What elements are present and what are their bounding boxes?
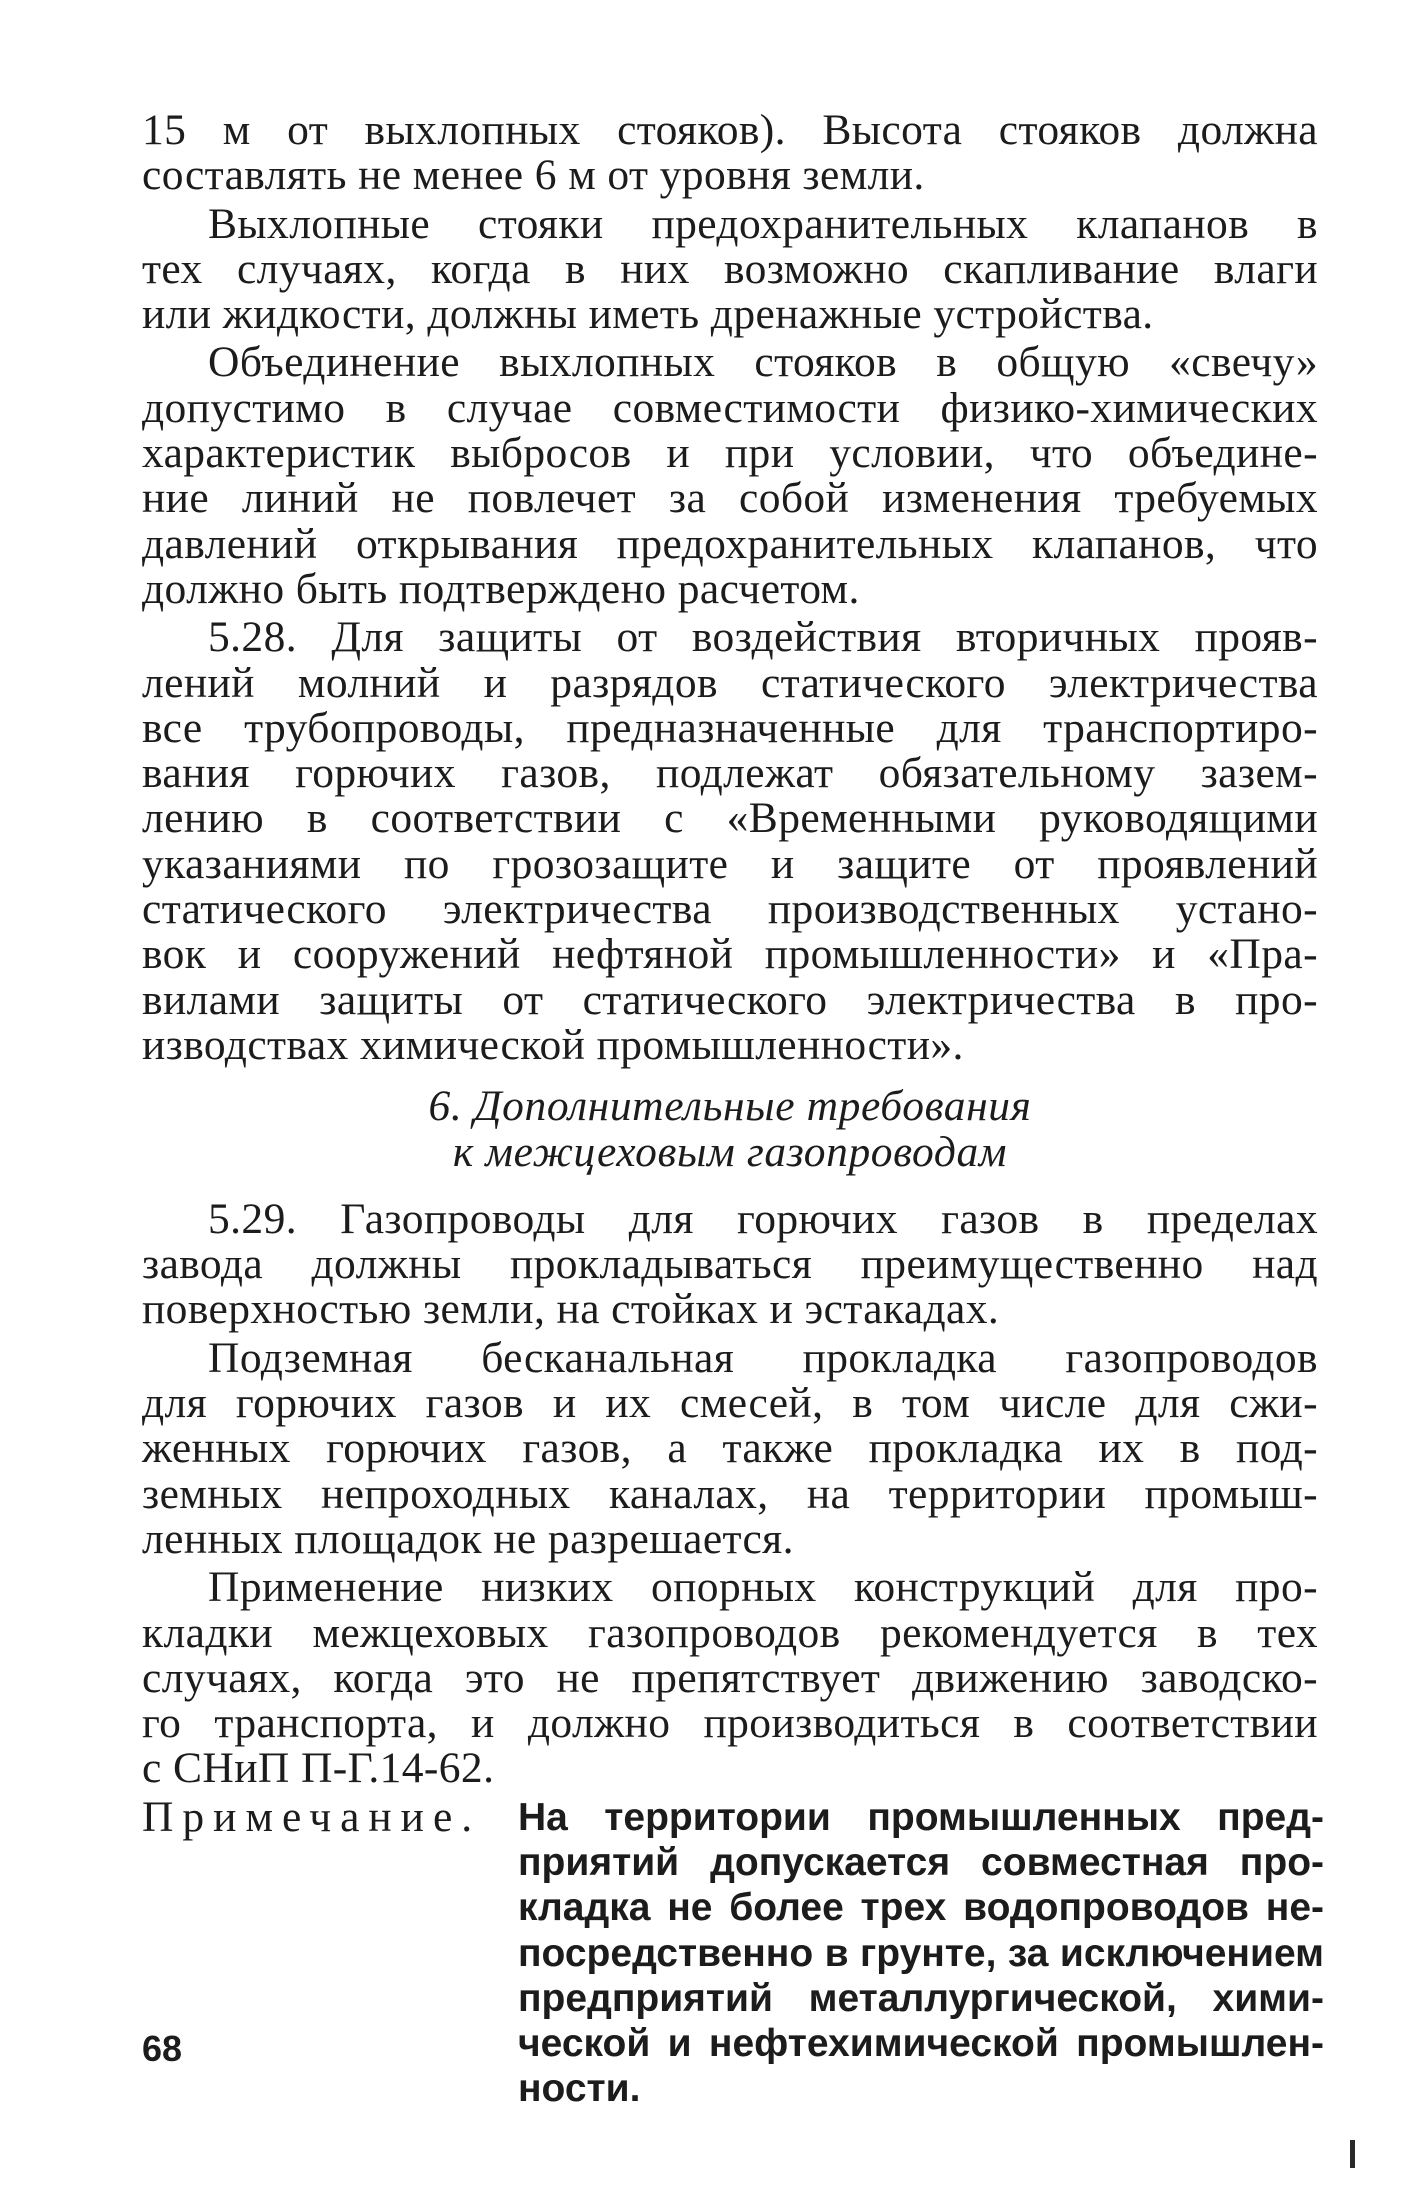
text-line: с СНиП П-Г.14-62. [142, 1744, 495, 1793]
text-line: все трубопроводы, предназначенные для транспортиро- [142, 703, 1318, 752]
note-line: предприятий металлургической, хими- [518, 1976, 1324, 2020]
text-line: характеристик выбросов и при условии, что объедине- [142, 429, 1318, 478]
note-line: приятий допускается совместная про- [518, 1840, 1324, 1884]
paragraph [142, 1194, 1318, 1334]
text-line: или жидкости, должны иметь дренажные устройства. [142, 290, 1154, 339]
section-heading-line-2: к межцеховым газопроводам [452, 1127, 1008, 1176]
text-line: 5.28. Для защиты от воздействия вторичных прояв- [208, 613, 1318, 662]
text-line: должно быть подтверждено расчетом. [142, 564, 860, 613]
text-line: земных непроходных каналах, на территории промыш- [142, 1469, 1318, 1518]
text-line: статического электричества производственных устано- [142, 885, 1318, 934]
text-line: изводствах химической промышленности». [142, 1020, 964, 1069]
text-line: го транспорта, и должно производиться в соответствии [142, 1699, 1318, 1748]
text-line: лению в соответствии с «Временными руководящими [142, 794, 1318, 843]
paragraph [142, 1565, 1318, 1791]
text-line: женных горючих газов, а также прокладка их в под- [142, 1424, 1318, 1473]
paragraph [142, 108, 1318, 199]
section-heading [142, 1084, 1318, 1175]
note-label: Примечание. [142, 1792, 482, 1841]
paragraph [142, 615, 1318, 1068]
text-line: поверхностью земли, на стойках и эстакадах. [142, 1285, 1000, 1334]
text-line: вок и сооружений нефтяной промышленности» и «Пра- [142, 930, 1318, 979]
text-line: 15 м от выхлопных стояков). Высота стояков должна [142, 106, 1318, 154]
scan-edge-mark [1350, 2140, 1355, 2168]
note-block [142, 1792, 1324, 2112]
text-line: лений молний и разрядов статического электричества [142, 658, 1318, 707]
text-line: вилами защиты от статического электричества в про- [142, 975, 1318, 1024]
text-line: для горючих газов и их смесей, в том числе для сжи- [142, 1379, 1318, 1428]
paragraph [142, 1333, 1318, 1563]
note-line: ческой и нефтехимической промышлен- [518, 2022, 1324, 2066]
text-line: ние линий не повлечет за собой изменения требуемых [142, 474, 1318, 523]
text-line: Объединение выхлопных стояков в общую «свечу» [208, 338, 1318, 387]
note-line: кладка не более трех водопроводов не- [518, 1886, 1324, 1930]
note-line: На территории промышленных пред- [518, 1795, 1324, 1839]
text-line: Выхлопные стояки предохранительных клапанов в [208, 199, 1318, 248]
page-number: 68 [142, 2028, 183, 2069]
body-text-before-heading [142, 108, 1318, 1068]
body-text-after-heading [142, 1194, 1318, 1793]
page-text-column [142, 106, 1324, 2112]
note-line: посредственно в грунте, за исключением [518, 1931, 1324, 1975]
paragraph [142, 199, 1318, 339]
section-heading-line-1: 6. Дополнительные требования [428, 1082, 1032, 1131]
text-line: указаниями по грозозащите и защите от проявлений [142, 839, 1318, 888]
text-line: ленных площадок не разрешается. [142, 1514, 794, 1563]
paragraph [142, 340, 1318, 612]
text-line: Применение низких опорных конструкций для про- [208, 1563, 1318, 1612]
text-line: составлять не менее 6 м от уровня земли. [142, 151, 925, 200]
text-line: 5.29. Газопроводы для горючих газов в пределах [208, 1194, 1318, 1243]
text-line: кладки межцеховых газопроводов рекомендуется в тех [142, 1608, 1318, 1657]
text-line: вания горючих газов, подлежат обязательному зазем- [142, 749, 1318, 798]
text-line: завода должны прокладываться преимущественно над [142, 1240, 1318, 1289]
text-line: давлений открывания предохранительных клапанов, что [142, 519, 1318, 568]
text-line: случаях, когда это не препятствует движению заводско- [142, 1653, 1318, 1702]
note-line: ности. [518, 2067, 641, 2111]
text-line: тех случаях, когда в них возможно скапливание влаги [142, 244, 1318, 293]
text-line: допустимо в случае совместимости физико-химических [142, 383, 1318, 432]
note-text [518, 1795, 1324, 2112]
text-line: Подземная бесканальная прокладка газопроводов [208, 1333, 1318, 1382]
